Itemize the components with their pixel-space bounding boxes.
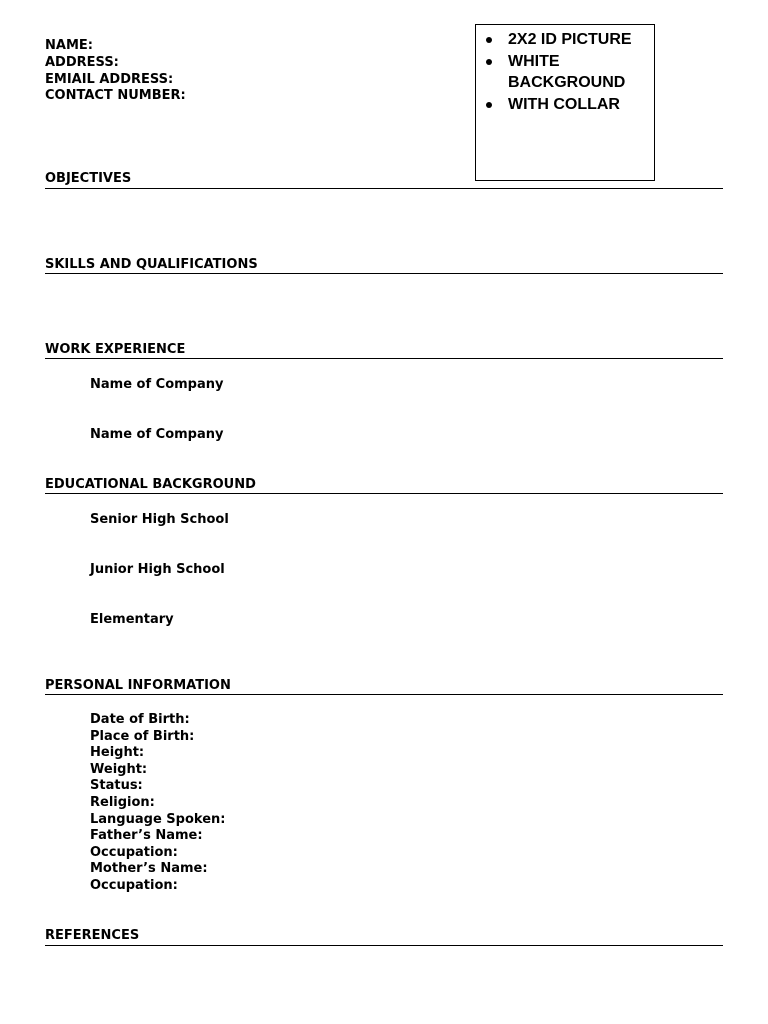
photo-requirement-item <box>484 51 652 94</box>
work-company-item: Name of Company <box>90 427 224 442</box>
bullet-icon <box>486 37 492 43</box>
education-elementary: Elementary <box>90 612 174 627</box>
section-divider <box>45 493 723 494</box>
section-divider <box>45 694 723 695</box>
section-heading-skills: SKILLS AND QUALIFICATIONS <box>45 257 258 272</box>
personal-field-place-of-birth: Place of Birth: <box>90 728 195 744</box>
personal-field-weight: Weight: <box>90 761 148 777</box>
section-heading-objectives: OBJECTIVES <box>45 171 132 186</box>
personal-field-mother-name: Mother’s Name: <box>90 861 208 877</box>
section-divider <box>45 358 723 359</box>
education-senior-high: Senior High School <box>90 512 229 527</box>
section-heading-references: REFERENCES <box>45 928 140 943</box>
photo-requirement-text: WITH COLLAR <box>508 95 620 113</box>
section-divider <box>45 945 723 946</box>
contact-email-label: EMIAIL ADDRESS: <box>45 71 174 87</box>
photo-requirement-text: WHITE BACKGROUND <box>508 52 626 91</box>
section-heading-education: EDUCATIONAL BACKGROUND <box>45 477 256 492</box>
personal-field-language: Language Spoken: <box>90 811 226 827</box>
contact-block <box>45 38 186 105</box>
personal-field-father-occupation: Occupation: <box>90 844 178 860</box>
section-heading-personal: PERSONAL INFORMATION <box>45 678 231 693</box>
section-divider <box>45 188 723 189</box>
personal-info-list <box>90 712 225 895</box>
photo-requirement-text: 2X2 ID PICTURE <box>508 31 632 48</box>
education-junior-high: Junior High School <box>90 562 225 577</box>
contact-name-label: NAME: <box>45 38 93 53</box>
personal-field-religion: Religion: <box>90 794 155 810</box>
personal-field-status: Status: <box>90 778 143 794</box>
id-picture-box <box>475 24 655 181</box>
section-divider <box>45 273 723 274</box>
section-heading-work-experience: WORK EXPERIENCE <box>45 342 186 357</box>
personal-field-height: Height: <box>90 745 145 761</box>
photo-requirement-item <box>484 29 652 51</box>
personal-field-father-name: Father’s Name: <box>90 828 203 844</box>
contact-number-label: CONTACT NUMBER: <box>45 88 186 104</box>
work-company-item: Name of Company <box>90 377 224 392</box>
contact-address-label: ADDRESS: <box>45 54 119 70</box>
bullet-icon <box>486 59 492 65</box>
personal-field-date-of-birth: Date of Birth: <box>90 712 190 727</box>
personal-field-mother-occupation: Occupation: <box>90 877 178 893</box>
photo-requirements-list <box>484 29 652 115</box>
bullet-icon <box>486 102 492 108</box>
photo-requirement-item <box>484 94 652 116</box>
